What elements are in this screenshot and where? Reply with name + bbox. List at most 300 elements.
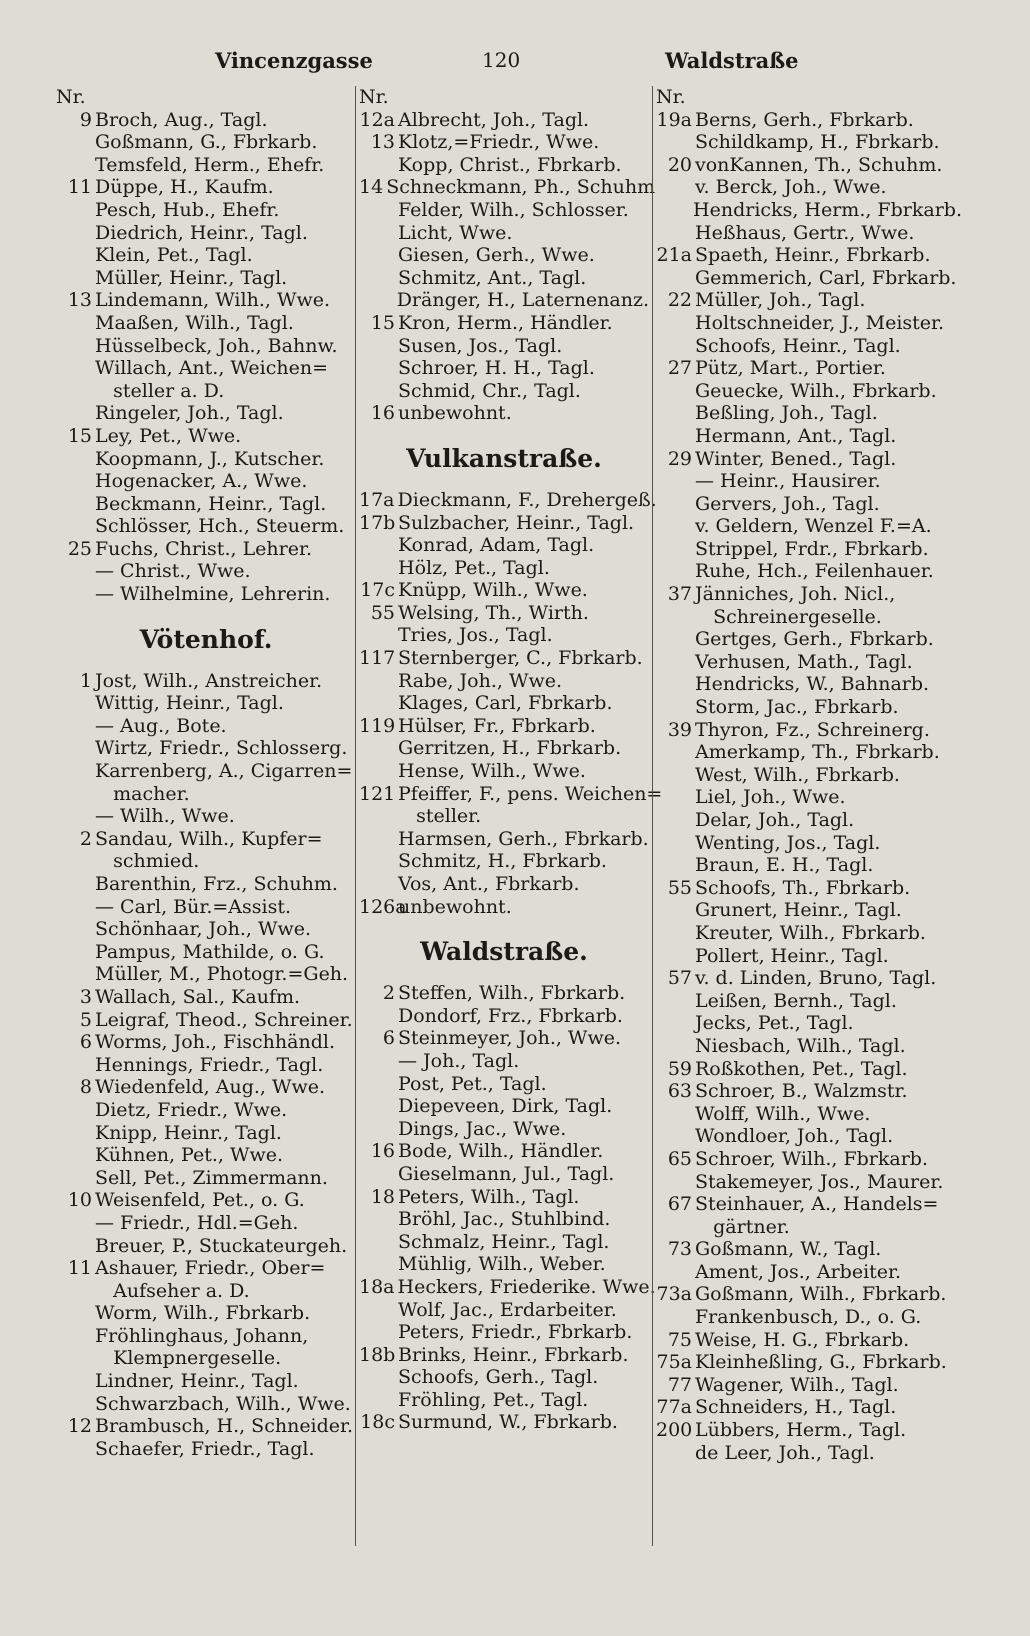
directory-entry: [656, 357, 962, 380]
resident-text: Weise, H. G., Fbrkarb.: [695, 1328, 910, 1351]
resident-text: Hüsselbeck, Joh., Bahnw.: [95, 334, 338, 357]
directory-entry: [359, 982, 649, 1005]
resident-text: Ament, Jos., Arbeiter.: [695, 1260, 902, 1283]
resident-text: Schmitz, Ant., Tagl.: [398, 266, 587, 289]
resident-text: Wagener, Wilh., Tagl.: [695, 1373, 899, 1396]
resident-text: v. Geldern, Wenzel F.=A.: [695, 515, 932, 538]
directory-entry: [359, 1095, 649, 1118]
resident-text: Post, Pet., Tagl.: [398, 1072, 547, 1095]
directory-entry: [656, 1193, 962, 1216]
resident-text: Klein, Pet., Tagl.: [95, 244, 253, 267]
directory-entry: [359, 737, 649, 760]
resident-text: Wenting, Jos., Tagl.: [695, 831, 881, 854]
resident-text: Giesen, Gerh., Wwe.: [398, 244, 595, 267]
directory-entry: [56, 1144, 356, 1167]
resident-text: Hogenacker, A., Wwe.: [95, 470, 308, 493]
directory-entry: [359, 1299, 649, 1322]
directory-entry: [56, 289, 356, 312]
house-number: 16: [370, 402, 395, 425]
resident-text: Hermann, Ant., Tagl.: [695, 424, 897, 447]
directory-entry: [56, 312, 356, 335]
directory-entry: [656, 1442, 962, 1465]
resident-text: Welsing, Th., Wirth.: [398, 601, 589, 624]
house-number: 200: [656, 1419, 693, 1442]
resident-text: Breuer, P., Stuckateurgeh.: [95, 1234, 348, 1257]
directory-entry: [656, 244, 962, 267]
directory-entry: [56, 1235, 356, 1258]
resident-text: Schroer, H. H., Tagl.: [398, 357, 595, 380]
house-number: 1: [79, 669, 92, 692]
directory-entry: [656, 1261, 962, 1284]
directory-entry: [56, 1167, 356, 1190]
house-number: 12a: [359, 108, 395, 131]
directory-entry: [656, 289, 962, 312]
header-left-street: Vincenzgasse: [215, 48, 373, 73]
directory-entry: [656, 222, 962, 245]
directory-entry: [359, 1411, 649, 1434]
directory-entry: [656, 741, 962, 764]
resident-text: Brambusch, H., Schneider.: [95, 1415, 354, 1438]
resident-text: Strippel, Frdr., Fbrkarb.: [695, 537, 929, 560]
directory-entry: [656, 335, 962, 358]
resident-text: Müller, Joh., Tagl.: [695, 289, 866, 312]
directory-entry: [359, 1344, 649, 1367]
directory-entry: [656, 877, 962, 900]
resident-text: Schmitz, H., Fbrkarb.: [398, 850, 607, 873]
directory-entry: [56, 805, 356, 828]
resident-text: Geuecke, Wilh., Fbrkarb.: [695, 379, 937, 402]
directory-entry: [56, 1099, 356, 1122]
directory-entry: [56, 515, 356, 538]
directory-entry: [656, 267, 962, 290]
directory-entry: [359, 1140, 649, 1163]
directory-entry: [656, 899, 962, 922]
directory-entry: [656, 380, 962, 403]
directory-entry: [56, 538, 356, 561]
directory-entry: [56, 493, 356, 516]
resident-text: Storm, Jac., Fbrkarb.: [695, 696, 899, 719]
house-number: 13: [370, 131, 395, 154]
house-number: 27: [667, 357, 692, 380]
directory-entry: [359, 1027, 649, 1050]
resident-text: Tries, Jos., Tagl.: [398, 624, 553, 647]
resident-text: Jecks, Pet., Tagl.: [695, 1012, 854, 1035]
directory-entry: [56, 1054, 356, 1077]
directory-entry: [656, 1419, 962, 1442]
house-number: 13: [67, 289, 92, 312]
resident-text: Gieselmann, Jul., Tagl.: [398, 1162, 615, 1185]
directory-entry: [359, 1073, 649, 1096]
resident-text: unbewohnt.: [398, 895, 512, 918]
directory-entry: [56, 1189, 356, 1212]
resident-text: Wallach, Sal., Kaufm.: [95, 985, 301, 1008]
house-number: 25: [67, 537, 92, 560]
resident-text: Kopp, Christ., Fbrkarb.: [398, 153, 622, 176]
directory-entry: [56, 357, 356, 380]
house-number: 10: [67, 1189, 92, 1212]
directory-entry: [359, 402, 649, 425]
resident-text: gärtner.: [695, 1215, 790, 1238]
resident-text: Temsfeld, Herm., Ehefr.: [95, 153, 325, 176]
resident-text: Schmalz, Heinr., Tagl.: [398, 1230, 610, 1253]
directory-entry: [656, 1283, 962, 1306]
house-number: 57: [667, 967, 692, 990]
directory-entry: [359, 244, 649, 267]
directory-entry: [359, 670, 649, 693]
directory-entry: [56, 176, 356, 199]
resident-text: Hülser, Fr., Fbrkarb.: [398, 714, 596, 737]
resident-text: v. Berck, Joh., Wwe.: [695, 176, 887, 199]
resident-text: Düppe, H., Kaufm.: [95, 176, 274, 199]
directory-entry: [56, 986, 356, 1009]
resident-text: Schroer, B., Walzmstr.: [695, 1080, 908, 1103]
directory-entry: [56, 1122, 356, 1145]
resident-text: — Wilhelmine, Lehrerin.: [95, 583, 331, 606]
house-number: 17c: [360, 579, 395, 602]
directory-entry: [656, 1148, 962, 1171]
directory-entry: [656, 1216, 962, 1239]
page-number: 120: [482, 48, 521, 72]
resident-text: steller a. D.: [95, 379, 225, 402]
resident-text: Schoofs, Gerh., Tagl.: [398, 1366, 599, 1389]
directory-entry: [56, 1438, 356, 1461]
directory-entry: [359, 647, 649, 670]
directory-entry: [656, 786, 962, 809]
resident-text: Beckmann, Heinr., Tagl.: [95, 492, 327, 515]
house-number: 75a: [656, 1351, 692, 1374]
directory-entry: [359, 357, 649, 380]
resident-text: Konrad, Adam, Tagl.: [398, 534, 595, 557]
resident-text: Worm, Wilh., Fbrkarb.: [95, 1302, 311, 1325]
house-number: 75: [667, 1328, 692, 1351]
resident-text: Schoofs, Th., Fbrkarb.: [695, 876, 911, 899]
resident-text: Peters, Friedr., Fbrkarb.: [398, 1321, 633, 1344]
house-number: 18a: [359, 1275, 395, 1298]
resident-text: Schreinergeselle.: [695, 605, 882, 628]
directory-entry: [656, 1012, 962, 1035]
directory-entry: [56, 154, 356, 177]
directory-entry: [656, 651, 962, 674]
resident-text: Wiedenfeld, Aug., Wwe.: [95, 1076, 326, 1099]
directory-entry: [359, 131, 649, 154]
directory-entry: [56, 737, 356, 760]
resident-text: Broch, Aug., Tagl.: [95, 108, 268, 131]
resident-text: Steffen, Wilh., Fbrkarb.: [398, 982, 626, 1005]
resident-text: Goßmann, W., Tagl.: [695, 1238, 882, 1261]
directory-entry: [656, 1125, 962, 1148]
house-number: 39: [667, 718, 692, 741]
directory-entry: [656, 176, 962, 199]
directory-entry: [359, 154, 649, 177]
resident-text: Schönhaar, Joh., Wwe.: [95, 918, 312, 941]
resident-text: Dondorf, Frz., Fbrkarb.: [398, 1004, 623, 1027]
resident-text: Dietz, Friedr., Wwe.: [95, 1098, 288, 1121]
directory-entry: [56, 1415, 356, 1438]
resident-text: Goßmann, Wilh., Fbrkarb.: [695, 1283, 947, 1306]
directory-entry: [656, 719, 962, 742]
directory-entry: [656, 764, 962, 787]
house-number: 17b: [359, 511, 396, 534]
resident-text: Vos, Ant., Fbrkarb.: [398, 873, 580, 895]
directory-entry: [656, 583, 962, 606]
directory-entry: [359, 512, 649, 535]
directory-entry: [56, 380, 356, 403]
resident-text: Harmsen, Gerh., Fbrkarb.: [398, 827, 649, 850]
resident-text: Spaeth, Heinr., Fbrkarb.: [695, 244, 931, 267]
directory-entry: [56, 1347, 356, 1370]
resident-text: steller.: [398, 805, 482, 828]
directory-entry: [56, 783, 356, 806]
directory-entry: [656, 425, 962, 448]
house-number: 15: [67, 424, 92, 447]
directory-entry: [56, 244, 356, 267]
directory-entry: [359, 1321, 649, 1344]
resident-text: Barenthin, Frz., Schuhm.: [95, 873, 338, 895]
directory-entry: [656, 990, 962, 1013]
resident-text: Liel, Joh., Wwe.: [695, 786, 846, 809]
directory-entry: [656, 154, 962, 177]
directory-entry: [56, 873, 356, 896]
directory-entry: [656, 1080, 962, 1103]
directory-entry: [656, 1035, 962, 1058]
resident-text: Gerritzen, H., Fbrkarb.: [398, 737, 622, 760]
directory-entry: [656, 1306, 962, 1329]
directory-entry: [359, 579, 649, 602]
directory-entry: [656, 109, 962, 132]
resident-text: Roßkothen, Pet., Tagl.: [695, 1057, 908, 1080]
resident-text: Pollert, Heinr., Tagl.: [695, 944, 889, 967]
directory-entry: [656, 448, 962, 471]
house-number: 12: [67, 1415, 92, 1438]
resident-text: Frankenbusch, D., o. G.: [695, 1306, 922, 1329]
resident-text: Maaßen, Wilh., Tagl.: [95, 311, 294, 334]
directory-entry: [56, 850, 356, 873]
resident-text: Aufseher a. D.: [95, 1279, 250, 1302]
resident-text: Diepeveen, Dirk, Tagl.: [398, 1095, 613, 1118]
resident-text: Müller, M., Photogr.=Geh.: [95, 963, 349, 986]
house-number: 3: [79, 985, 92, 1008]
resident-text: Karrenberg, A., Cigarren=: [95, 760, 353, 783]
directory-entry: [359, 1389, 649, 1412]
resident-text: Gertges, Gerh., Fbrkarb.: [695, 628, 934, 651]
directory-entry: [56, 402, 356, 425]
resident-text: Licht, Wwe.: [398, 221, 513, 244]
house-number: 15: [370, 311, 395, 334]
resident-text: Ruhe, Hch., Feilenhauer.: [695, 560, 934, 583]
resident-text: Schneiders, H., Tagl.: [695, 1396, 897, 1419]
directory-entry: [359, 1208, 649, 1231]
nr-label: Nr.: [56, 86, 86, 108]
resident-text: Schwarzbach, Wilh., Wwe.: [95, 1392, 351, 1415]
resident-text: Gervers, Joh., Tagl.: [695, 492, 880, 515]
directory-entry: [359, 850, 649, 873]
directory-entry: [359, 289, 649, 312]
resident-text: Delar, Joh., Tagl.: [695, 809, 855, 831]
resident-text: Lindemann, Wilh., Wwe.: [95, 289, 331, 312]
directory-entry: [56, 918, 356, 941]
directory-entry: [656, 1329, 962, 1352]
resident-text: Schmid, Chr., Tagl.: [398, 379, 581, 402]
resident-text: Jost, Wilh., Anstreicher.: [95, 669, 323, 692]
resident-text: — Joh., Tagl.: [398, 1049, 520, 1072]
directory-entry: [656, 1351, 962, 1374]
resident-text: Hendricks, W., Bahnarb.: [695, 673, 930, 696]
directory-entry: [656, 312, 962, 335]
directory-entry: [359, 380, 649, 403]
street-heading: Waldstraße.: [420, 937, 588, 967]
house-number: 14: [359, 176, 384, 199]
directory-entry: [56, 1076, 356, 1099]
resident-text: Holtschneider, J., Meister.: [695, 311, 945, 334]
directory-entry: [56, 1009, 356, 1032]
house-number: 77a: [656, 1396, 692, 1419]
resident-text: Sandau, Wilh., Kupfer=: [95, 827, 323, 850]
house-number: 55: [370, 601, 395, 624]
resident-text: Fröhlinghaus, Johann,: [95, 1324, 309, 1347]
directory-entry: [656, 1374, 962, 1397]
directory-entry: [359, 109, 649, 132]
house-number: 2: [79, 827, 92, 850]
directory-entry: [656, 538, 962, 561]
resident-text: Wittig, Heinr., Tagl.: [95, 692, 284, 715]
directory-entry: [56, 828, 356, 851]
directory-entry: [56, 1302, 356, 1325]
directory-entry: [359, 805, 649, 828]
directory-entry: [359, 828, 649, 851]
directory-entry: [359, 1163, 649, 1186]
resident-text: Schlösser, Hch., Steuerm.: [95, 515, 345, 538]
resident-text: Hense, Wilh., Wwe.: [398, 760, 586, 783]
column-3: [652, 86, 962, 1546]
resident-text: — Friedr., Hdl.=Geh.: [95, 1211, 299, 1234]
directory-entry: [656, 673, 962, 696]
resident-text: Verhusen, Math., Tagl.: [695, 650, 913, 673]
resident-text: schmied.: [95, 850, 200, 873]
directory-entry: [359, 176, 656, 199]
resident-text: Bröhl, Jac., Stuhlbind.: [398, 1208, 611, 1231]
directory-entry: [56, 335, 356, 358]
resident-text: Koopmann, J., Kutscher.: [95, 447, 325, 470]
resident-text: Hölz, Pet., Tagl.: [398, 556, 550, 579]
directory-entry: [56, 941, 356, 964]
street-heading: Vulkanstraße.: [406, 443, 602, 473]
directory-entry: [56, 1212, 356, 1235]
directory-entry: [359, 1050, 649, 1073]
resident-text: Diedrich, Heinr., Tagl.: [95, 221, 308, 244]
resident-text: macher.: [95, 782, 190, 805]
resident-text: Knüpp, Wilh., Wwe.: [398, 579, 588, 602]
resident-text: Bode, Wilh., Händler.: [398, 1140, 604, 1163]
column-2: [355, 86, 663, 1546]
directory-entry: [56, 222, 356, 245]
house-number: 18b: [359, 1343, 396, 1366]
directory-entry: [359, 534, 649, 557]
directory-entry: [656, 1103, 962, 1126]
resident-text: Ashauer, Friedr., Ober=: [95, 1257, 326, 1280]
resident-text: Brinks, Heinr., Fbrkarb.: [398, 1343, 629, 1366]
resident-text: West, Wilh., Fbrkarb.: [695, 763, 900, 786]
resident-text: Pesch, Hub., Ehefr.: [95, 198, 280, 221]
resident-text: Sell, Pet., Zimmermann.: [95, 1166, 328, 1189]
resident-text: Goßmann, G., Fbrkarb.: [95, 131, 318, 154]
resident-text: Weisenfeld, Pet., o. G.: [95, 1189, 305, 1212]
resident-text: Mühlig, Wilh., Weber.: [398, 1253, 606, 1276]
resident-text: Kron, Herm., Händler.: [398, 311, 613, 334]
resident-text: Pampus, Mathilde, o. G.: [95, 940, 325, 963]
directory-entry: [656, 832, 962, 855]
directory-entry: [359, 1005, 649, 1028]
directory-entry: [656, 945, 962, 968]
directory-entry: [656, 967, 962, 990]
house-number: 55: [667, 876, 692, 899]
house-number: 11: [67, 176, 92, 199]
directory-entry: [656, 515, 962, 538]
directory-entry: [656, 628, 962, 651]
resident-text: Sulzbacher, Heinr., Tagl.: [398, 511, 635, 534]
resident-text: Müller, Heinr., Tagl.: [95, 266, 288, 289]
resident-text: Albrecht, Joh., Tagl.: [398, 108, 590, 131]
house-number: 59: [667, 1057, 692, 1080]
resident-text: Jänniches, Joh. Nicl.,: [695, 583, 896, 606]
header-right-street: Waldstraße: [665, 48, 799, 73]
directory-entry: [56, 448, 356, 471]
resident-text: Wolf, Jac., Erdarbeiter.: [398, 1298, 617, 1321]
resident-text: — Christ., Wwe.: [95, 560, 251, 583]
directory-entry: [359, 1231, 649, 1254]
directory-entry: [656, 199, 962, 222]
house-number: 18c: [360, 1411, 395, 1434]
directory-entry: [656, 809, 962, 832]
directory-entry: [359, 199, 649, 222]
house-number: 9: [79, 108, 92, 131]
house-number: 5: [79, 1008, 92, 1031]
directory-entry: [56, 1370, 356, 1393]
house-number: 77: [667, 1373, 692, 1396]
house-number: 73a: [656, 1283, 692, 1306]
house-number: 67: [667, 1193, 692, 1216]
resident-text: Schoofs, Heinr., Tagl.: [695, 334, 901, 357]
resident-text: Hennings, Friedr., Tagl.: [95, 1053, 324, 1076]
directory-entry: [359, 222, 649, 245]
directory-entry: [359, 1275, 656, 1299]
resident-text: Schildkamp, H., Fbrkarb.: [695, 131, 940, 154]
resident-text: Kleinheßling, G., Fbrkarb.: [695, 1351, 947, 1374]
nr-label: Nr.: [656, 86, 686, 108]
directory-entry: [656, 470, 962, 493]
directory-entry: [656, 493, 962, 516]
resident-text: Hendricks, Herm., Fbrkarb.: [693, 198, 962, 221]
directory-entry: [56, 692, 356, 715]
resident-text: Berns, Gerh., Fbrkarb.: [695, 108, 914, 131]
directory-entry: [656, 560, 962, 583]
house-number: 37: [667, 583, 692, 606]
directory-entry: [56, 560, 356, 583]
directory-entry: [56, 715, 356, 738]
resident-text: Wirtz, Friedr., Schlosserg.: [95, 737, 348, 760]
resident-text: Braun, E. H., Tagl.: [695, 854, 874, 877]
directory-entry: [656, 131, 962, 154]
directory-entry: [359, 1118, 649, 1141]
directory-entry: [56, 1031, 356, 1054]
directory-entry: [656, 696, 962, 719]
resident-text: Klempnergeselle.: [95, 1347, 282, 1370]
directory-entry: [656, 402, 962, 425]
directory-entry: [359, 896, 649, 919]
nr-label: Nr.: [359, 86, 389, 108]
directory-entry: [359, 488, 657, 512]
directory-entry: [56, 1393, 356, 1416]
directory-entry: [656, 854, 962, 877]
